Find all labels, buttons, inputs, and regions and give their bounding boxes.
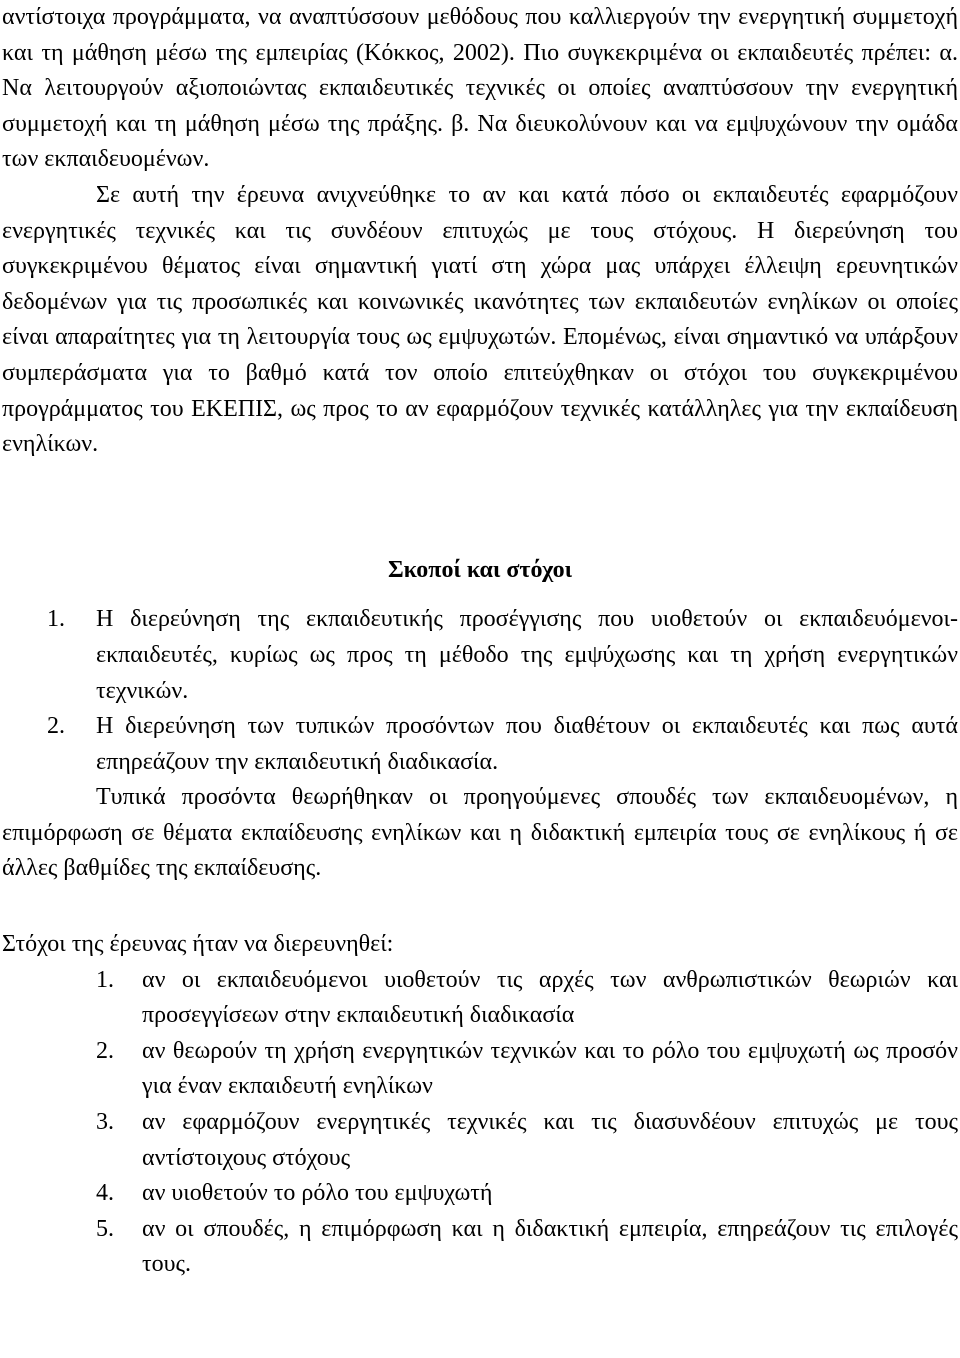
aim-item xyxy=(2,602,958,709)
aim-text: Η διερεύνηση των τυπικών προσόντων που διαθέτουν οι εκπαιδευτές και πως αυτά επηρεάζουν την εκπαιδευτική διαδικασία. xyxy=(96,713,958,775)
qualifications-paragraph: Τυπικά προσόντα θεωρήθηκαν οι προηγούμενες σπουδές των εκπαιδευομένων, η επιμόρφωση σε θέματα εκπαίδευσης ενηλίκων και η διδακτική εμπειρία τους σε ενηλίκους ή σε άλλες βαθμίδες της εκπαίδευσης. xyxy=(2,784,958,882)
aim-text: Η διερεύνηση της εκπαιδευτικής προσέγγισης που υιοθετούν οι εκπαιδευόμενοι-εκπαιδευτές, κυρίως ως προς τη μέθοδο της εμψύχωσης και τη χρήση ενεργητικών τεχνικών. xyxy=(96,606,958,704)
goal-text: αν οι εκπαιδευόμενοι υιοθετούν τις αρχές των ανθρωπιστικών θεωριών και προσεγγίσεων στην εκπαιδευτική διαδικασία xyxy=(142,966,958,1029)
aim-number: 2. xyxy=(47,713,65,740)
goal-number: 3. xyxy=(96,1109,114,1136)
goal-item xyxy=(2,1176,958,1212)
goal-number: 4. xyxy=(96,1180,114,1207)
aim-number: 1. xyxy=(47,606,65,633)
section-spacer xyxy=(2,463,958,553)
goal-item xyxy=(2,1212,958,1283)
aims-list xyxy=(2,602,958,780)
research-paragraph: Σε αυτή την έρευνα ανιχνεύθηκε το αν και κατά πόσο οι εκπαιδευτές εφαρμόζουν ενεργητικές τεχνικές και τις συνδέουν επιτυχώς με τους στόχους. Η διερεύνηση του συγκεκριμένου θέματος είναι σημαντική γιατί στη χώρα μας υπάρχει έλλειψη ερευνητικών δεδομένων για τις προσωπικές και κοινωνικές ικανότητες των εκπαιδευτών ενηλίκων οι οποίες είναι απαραίτητες για τη λειτουργία τους ως εμψυχωτών. Επομένως, είναι σημαντικό να υπάρξουν συμπεράσματα για το βαθμό κατά τον οποίο επιτεύχθηκαν οι στόχοι του συγκεκριμένου προγράμματος του ΕΚΕΠΙΣ, ως προς το αν εφαρμόζουν τεχνικές κατάλληλες για την εκπαίδευση ενηλίκων. xyxy=(2,181,958,458)
goal-number: 5. xyxy=(96,1215,114,1242)
goal-item xyxy=(2,963,958,1034)
goals-list xyxy=(2,963,958,1283)
aim-item xyxy=(2,709,958,780)
goal-number: 1. xyxy=(96,966,114,993)
goal-item xyxy=(2,1034,958,1105)
goal-text: αν εφαρμόζουν ενεργητικές τεχνικές και τις διασυνδέουν επιτυχώς με τους αντίστοιχους στόχους xyxy=(142,1109,958,1171)
goal-text: αν θεωρούν τη χρήση ενεργητικών τεχνικών και το ρόλο του εμψυχωτή ως προσόν για έναν εκπαιδευτή ενηλίκων xyxy=(142,1037,958,1100)
section-heading: Σκοποί και στόχοι xyxy=(387,556,573,583)
intro-paragraph: αντίστοιχα προγράμματα, να αναπτύσσουν μεθόδους που καλλιεργούν την ενεργητική συμμετοχή και τη μάθηση μέσω της εμπειρίας (Κόκκος, 2002). Πιο συγκεκριμένα οι εκπαιδευτές πρέπει: α. Να λειτουργούν αξιοποιώντας εκπαιδευτικές τεχνικές οι οποίες αναπτύσσουν την ενεργητική συμμετοχή και τη μάθηση μέσω της πράξης. β. Να διευκολύνουν και να εμψυχώνουν την ομάδα των εκπαιδευομένων. xyxy=(2,4,958,173)
goal-item xyxy=(2,1105,958,1176)
goal-text: αν οι σπουδές, η επιμόρφωση και η διδακτική εμπειρία, επηρεάζουν τις επιλογές τους. xyxy=(142,1215,958,1278)
heading-spacer xyxy=(2,588,958,602)
goals-spacer xyxy=(2,887,958,927)
goals-intro: Στόχοι της έρευνας ήταν να διερευνηθεί: xyxy=(2,931,394,958)
goal-number: 2. xyxy=(96,1037,114,1064)
goal-text: αν υιοθετούν το ρόλο του εμψυχωτή xyxy=(142,1180,493,1207)
